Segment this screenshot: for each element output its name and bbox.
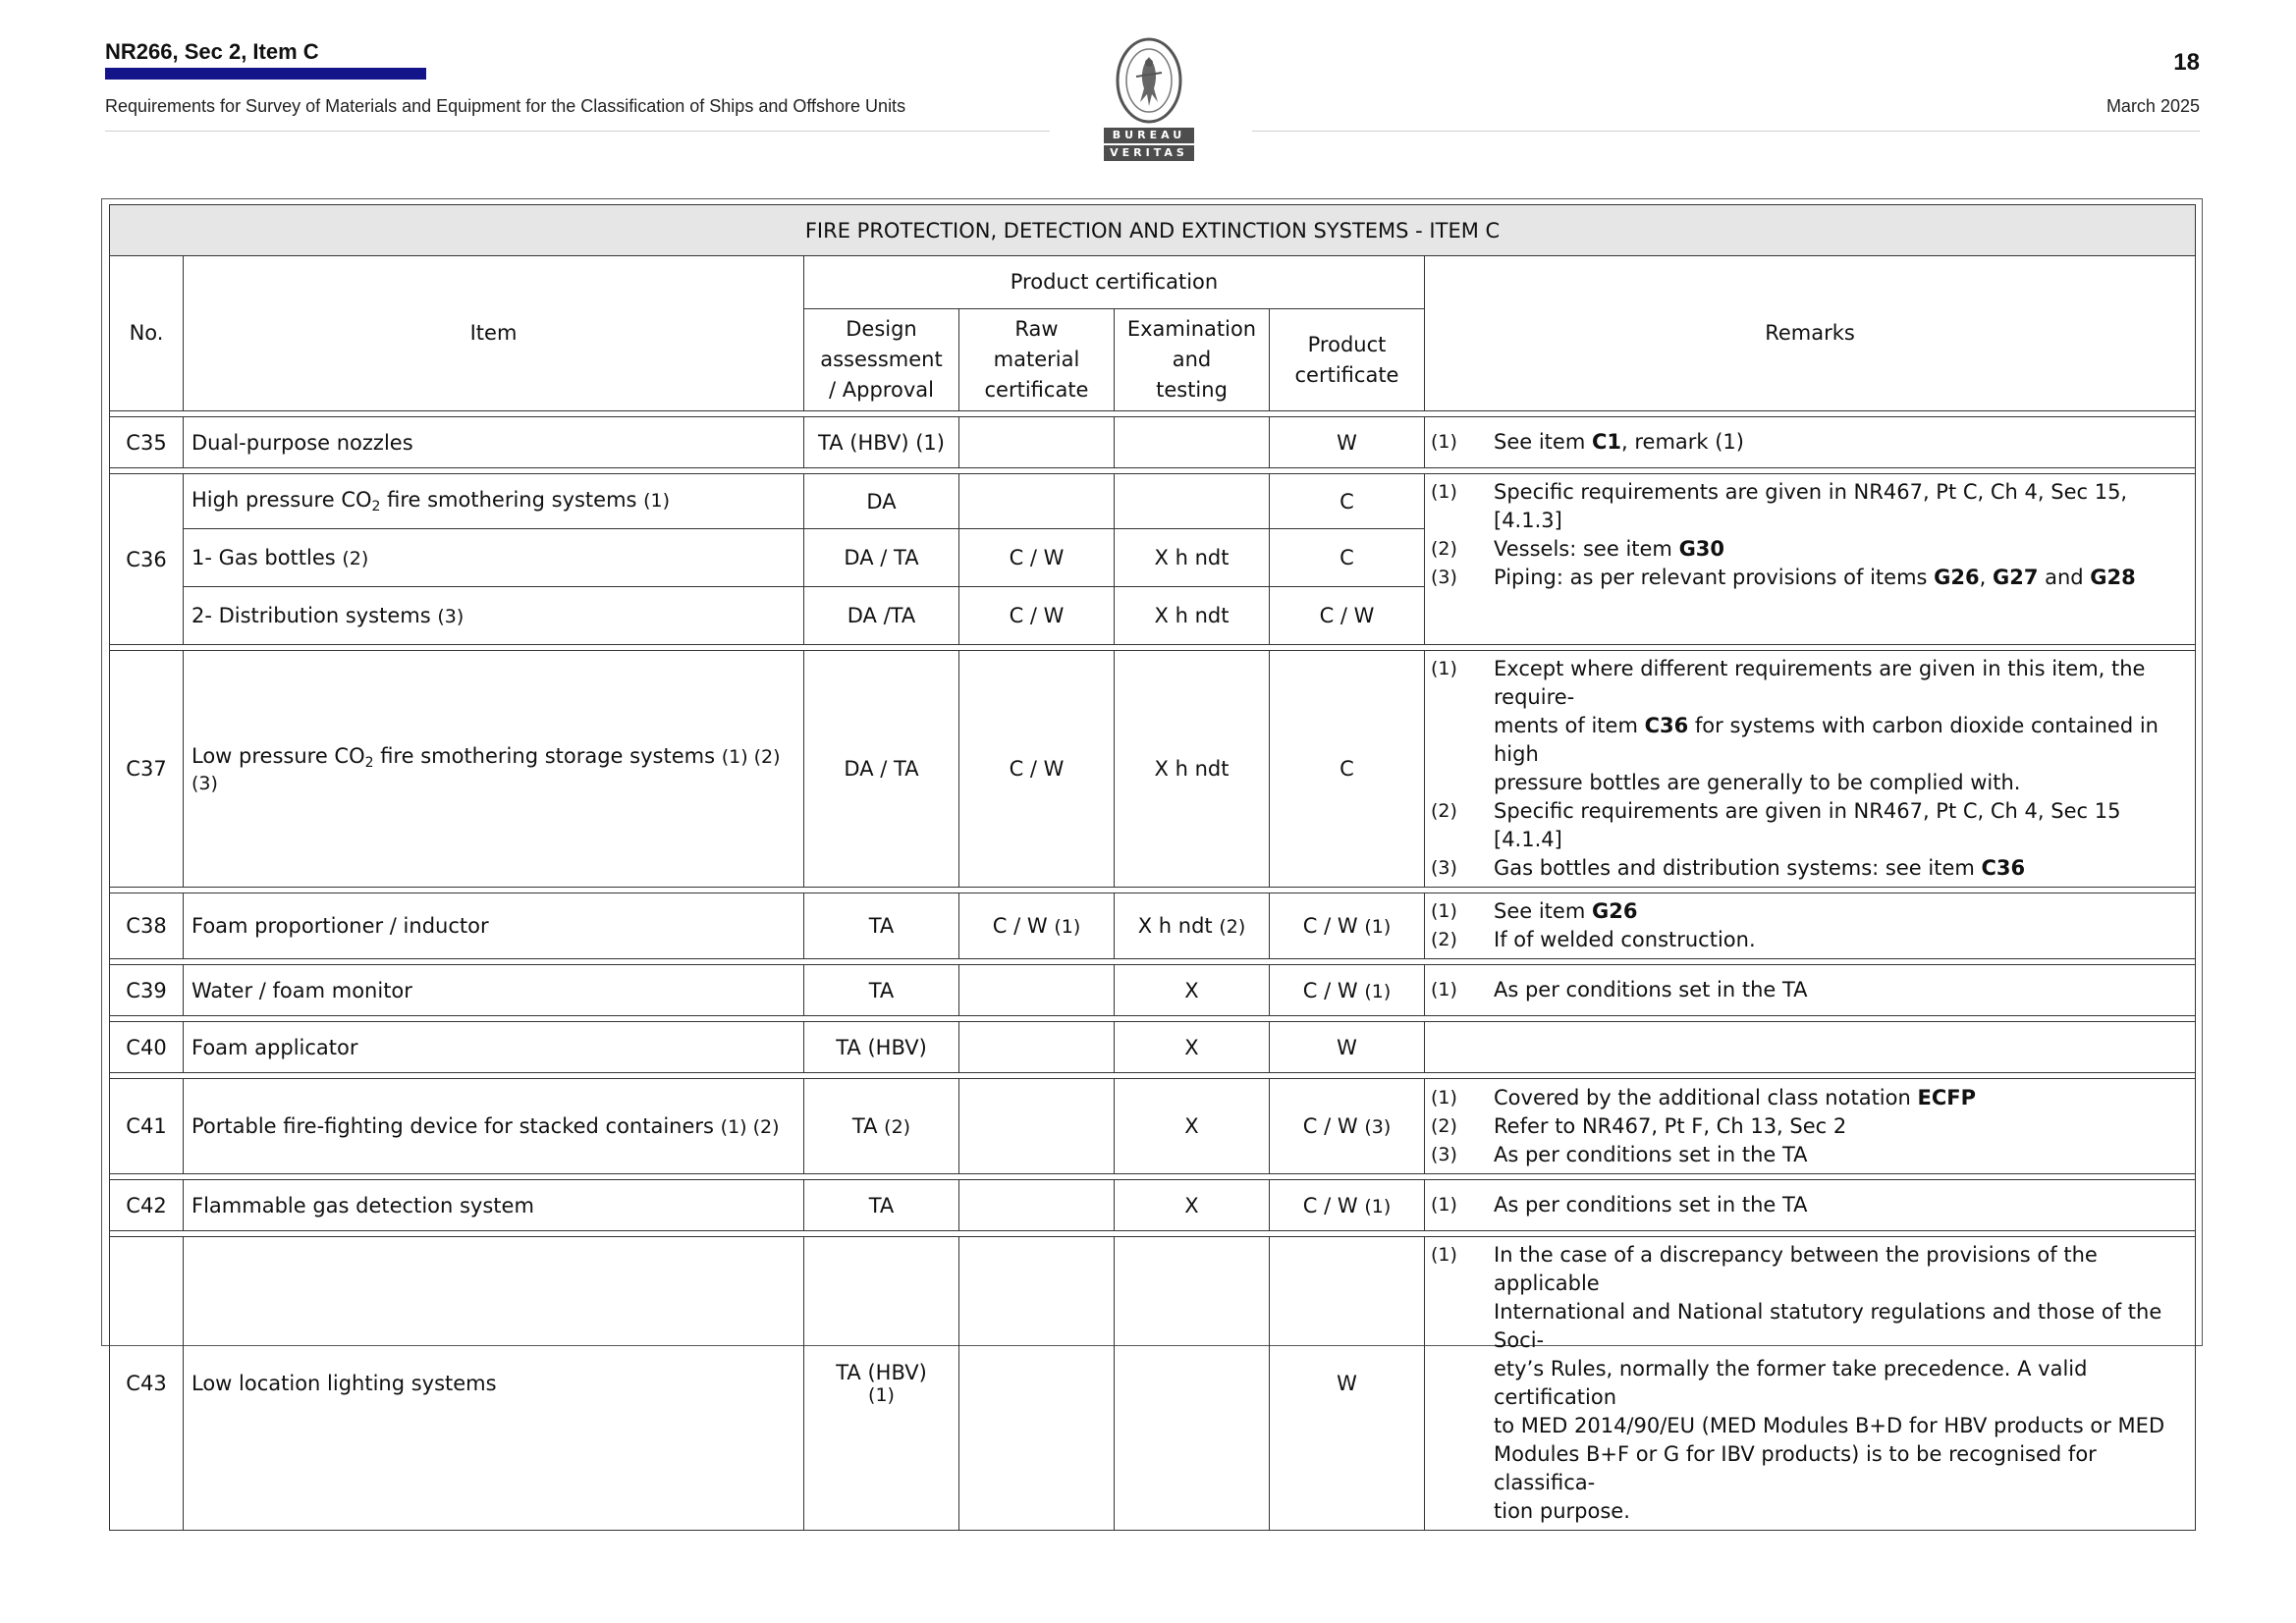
row-number: C37 bbox=[110, 651, 184, 888]
row-design: TA bbox=[804, 893, 959, 959]
table-row-c38 bbox=[110, 893, 2196, 959]
column-header-design-assessment: Design assessment / Approval bbox=[804, 309, 959, 411]
row-item: Flammable gas detection system bbox=[184, 1180, 804, 1231]
table-row-c37 bbox=[110, 651, 2196, 888]
row-design: TA bbox=[804, 1180, 959, 1231]
table-title: FIRE PROTECTION, DETECTION AND EXTINCTION SYSTEMS - ITEM C bbox=[110, 205, 2196, 256]
row-cert: C / W (1) bbox=[1270, 893, 1425, 959]
row-design: DA / TA bbox=[804, 529, 959, 587]
row-number: C39 bbox=[110, 965, 184, 1016]
row-raw bbox=[959, 1237, 1115, 1531]
row-item: Foam applicator bbox=[184, 1022, 804, 1073]
logo-word-bureau: BUREAU bbox=[1104, 128, 1194, 143]
row-cert: C bbox=[1270, 529, 1425, 587]
table-row-c41 bbox=[110, 1079, 2196, 1174]
row-exam bbox=[1115, 1237, 1270, 1531]
row-design: TA bbox=[804, 965, 959, 1016]
column-header-raw-material: Raw material certificate bbox=[959, 309, 1115, 411]
page-number: 18 bbox=[2173, 49, 2200, 76]
row-exam: X h ndt (2) bbox=[1115, 893, 1270, 959]
row-remarks: (1) See item C1, remark (1) bbox=[1425, 417, 2196, 468]
bureau-veritas-logo bbox=[1100, 37, 1198, 163]
row-number: C35 bbox=[110, 417, 184, 468]
column-header-examination-testing: Examination and testing bbox=[1115, 309, 1270, 411]
row-remarks: (1) Covered by the additional class notation ECFP (2) Refer to NR467, Pt F, Ch 13, Sec 2 (3) As per conditions set in the TA bbox=[1425, 1079, 2196, 1174]
column-header-no: No. bbox=[110, 256, 184, 411]
column-header-remarks: Remarks bbox=[1425, 256, 2196, 411]
row-remarks bbox=[1425, 1022, 2196, 1073]
row-cert: W bbox=[1270, 1237, 1425, 1531]
row-item: Water / foam monitor bbox=[184, 965, 804, 1016]
row-remarks: (1) Except where different requirements are given in this item, the require- ments of item C36 for systems with carbon dioxide contained in high pressure bottles are generally to be complied with. (2) Specific requirements are given in NR467, Pt C, Ch 4, Sec 15 [4.1.4] (3) Gas bottles and distribution systems: see item C36 bbox=[1425, 651, 2196, 888]
row-exam: X bbox=[1115, 1180, 1270, 1231]
table-row-c39 bbox=[110, 965, 2196, 1016]
document-reference: NR266, Sec 2, Item C bbox=[105, 39, 319, 64]
row-remarks: (1) Specific requirements are given in NR467, Pt C, Ch 4, Sec 15, [4.1.3] (2) Vessels: see item G30 (3) Piping: as per relevant provisions of items G26, G27 and G28 bbox=[1425, 474, 2196, 645]
row-item: High pressure $CO_2$ fire smothering systems (1) bbox=[184, 474, 804, 529]
row-number: C36 bbox=[110, 474, 184, 645]
row-design: DA /TA bbox=[804, 587, 959, 645]
row-raw bbox=[959, 1022, 1115, 1073]
row-exam: X bbox=[1115, 1079, 1270, 1174]
row-exam bbox=[1115, 474, 1270, 529]
row-design: TA (HBV) bbox=[804, 1022, 959, 1073]
header-accent-bar bbox=[105, 68, 426, 80]
logo-word-veritas: VERITAS bbox=[1104, 145, 1194, 161]
row-exam: X h ndt bbox=[1115, 651, 1270, 888]
row-item: 1- Gas bottles (2) bbox=[184, 529, 804, 587]
row-cert: C / W bbox=[1270, 587, 1425, 645]
row-item: Low pressure $CO_2$ fire smothering storage systems (1) (2) (3) bbox=[184, 651, 804, 888]
row-exam: X h ndt bbox=[1115, 587, 1270, 645]
row-item: Dual-purpose nozzles bbox=[184, 417, 804, 468]
row-remarks: (1) In the case of a discrepancy between the provisions of the applicable International and National statutory regulations and those of the Soci- ety’s Rules, normally the former take precedence. A valid certification to MED 2014/90/EU (MED Modules B+D for HBV products or MED Modules B+F or G for IBV products) is to be recognised for classifica- tion purpose. bbox=[1425, 1237, 2196, 1531]
row-cert: W bbox=[1270, 1022, 1425, 1073]
row-raw: C / W bbox=[959, 587, 1115, 645]
row-cert: C / W (3) bbox=[1270, 1079, 1425, 1174]
header-divider-left bbox=[105, 131, 1050, 132]
row-cert: C bbox=[1270, 474, 1425, 529]
row-remarks: (1) As per conditions set in the TA bbox=[1425, 1180, 2196, 1231]
column-header-item: Item bbox=[184, 256, 804, 411]
row-design: DA / TA bbox=[804, 651, 959, 888]
row-design: TA (2) bbox=[804, 1079, 959, 1174]
row-exam bbox=[1115, 417, 1270, 468]
table-row-c43 bbox=[110, 1237, 2196, 1531]
document-date: March 2025 bbox=[2105, 96, 2200, 116]
header-divider-right bbox=[1252, 131, 2200, 132]
row-exam: X bbox=[1115, 1022, 1270, 1073]
row-raw bbox=[959, 1079, 1115, 1174]
row-design: TA (HBV) (1) bbox=[804, 417, 959, 468]
row-number: C42 bbox=[110, 1180, 184, 1231]
bureau-veritas-seal-icon bbox=[1115, 37, 1183, 126]
row-cert: C bbox=[1270, 651, 1425, 888]
row-raw bbox=[959, 474, 1115, 529]
table-row-c36-a bbox=[110, 474, 2196, 529]
row-item: 2- Distribution systems (3) bbox=[184, 587, 804, 645]
column-header-product-certification: Product certification bbox=[804, 256, 1425, 309]
row-item: Foam proportioner / inductor bbox=[184, 893, 804, 959]
row-raw: C / W (1) bbox=[959, 893, 1115, 959]
row-raw bbox=[959, 417, 1115, 468]
row-cert: C / W (1) bbox=[1270, 965, 1425, 1016]
row-number: C41 bbox=[110, 1079, 184, 1174]
row-number: C43 bbox=[110, 1237, 184, 1531]
row-item: Low location lighting systems bbox=[184, 1237, 804, 1531]
row-raw: C / W bbox=[959, 529, 1115, 587]
table-row-c42 bbox=[110, 1180, 2196, 1231]
row-design: DA bbox=[804, 474, 959, 529]
row-exam: X h ndt bbox=[1115, 529, 1270, 587]
row-cert: C / W (1) bbox=[1270, 1180, 1425, 1231]
row-number: C40 bbox=[110, 1022, 184, 1073]
row-item: Portable fire-fighting device for stacked containers (1) (2) bbox=[184, 1079, 804, 1174]
column-header-product-certificate: Product certificate bbox=[1270, 309, 1425, 411]
row-exam: X bbox=[1115, 965, 1270, 1016]
row-raw bbox=[959, 965, 1115, 1016]
row-cert: W bbox=[1270, 417, 1425, 468]
table-row-c40 bbox=[110, 1022, 2196, 1073]
row-remarks: (1) As per conditions set in the TA bbox=[1425, 965, 2196, 1016]
row-raw bbox=[959, 1180, 1115, 1231]
row-raw: C / W bbox=[959, 651, 1115, 888]
document-title: Requirements for Survey of Materials and Equipment for the Classification of Ships and Offshore Units bbox=[105, 96, 906, 116]
row-number: C38 bbox=[110, 893, 184, 959]
table-row-c35 bbox=[110, 417, 2196, 468]
row-remarks: (1) See item G26 (2) If of welded construction. bbox=[1425, 893, 2196, 959]
fire-protection-table bbox=[109, 204, 2196, 1531]
row-design: TA (HBV) (1) bbox=[804, 1237, 959, 1531]
